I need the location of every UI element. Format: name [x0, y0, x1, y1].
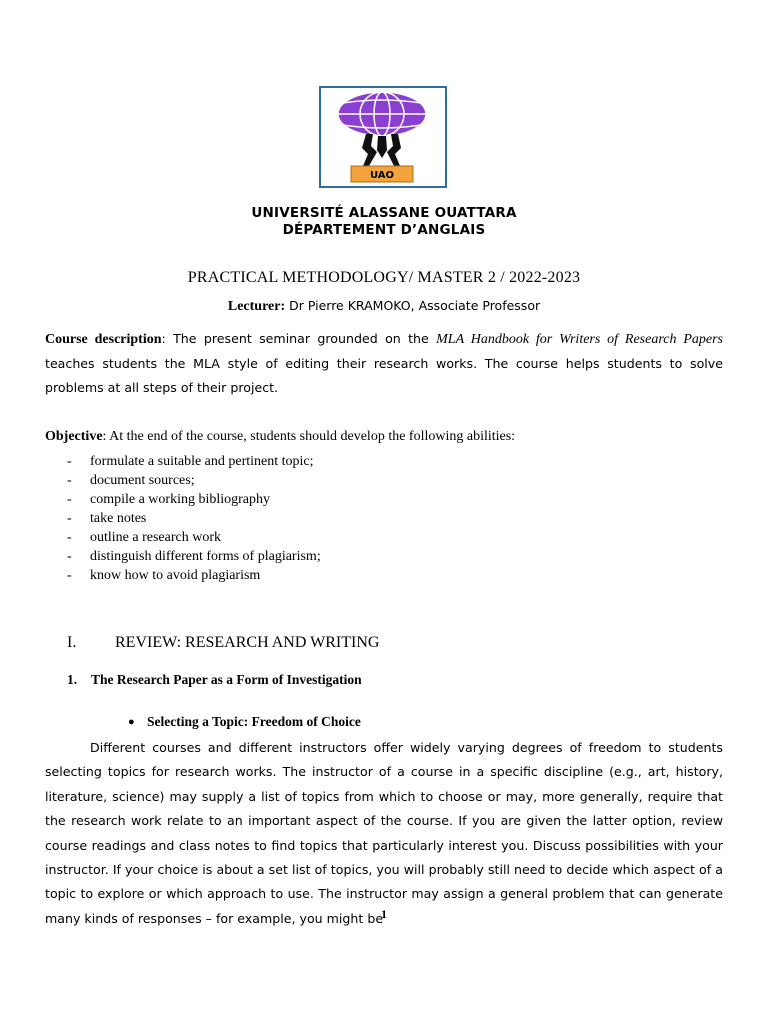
- subsection-heading: [67, 671, 362, 689]
- objective-text: : At the end of the course, students should develop the following abilities:: [102, 429, 516, 444]
- list-item: - take notes: [67, 511, 147, 526]
- lecturer-name: Dr Pierre KRAMOKO,: [285, 298, 415, 313]
- list-item: - document sources;: [67, 473, 195, 488]
- list-item: - outline a research work: [67, 530, 221, 545]
- bullet-icon: ●: [128, 716, 135, 728]
- section-number: I.: [67, 634, 77, 651]
- list-item: - formulate a suitable and pertinent topic;: [67, 454, 314, 469]
- list-item: - distinguish different forms of plagiarism;: [67, 549, 321, 564]
- university-name: UNIVERSITÉ ALASSANE OUATTARA: [251, 205, 517, 221]
- university-header: [0, 205, 768, 239]
- uao-emblem-icon: [321, 88, 445, 186]
- course-description-text-2: teaches students the MLA style of editing their research works. The course helps students to solve problems at all steps of their project.: [45, 356, 723, 395]
- body-paragraph: [45, 736, 723, 931]
- objective-label: Objective: [45, 429, 103, 444]
- list-item: - compile a working bibliography: [67, 492, 271, 507]
- course-description: [45, 327, 723, 400]
- subsection-title: The Research Paper as a Form of Investigation: [91, 672, 362, 687]
- section-heading: [67, 632, 379, 654]
- department-name: DÉPARTEMENT D’ANGLAIS: [282, 222, 486, 238]
- lecturer-line: [0, 297, 768, 316]
- course-description-label: Course description: [45, 332, 162, 347]
- objective-list: [67, 452, 321, 585]
- objective: [45, 424, 723, 449]
- course-title: PRACTICAL METHODOLOGY/ MASTER 2 / 2022-2023: [187, 269, 581, 286]
- course-description-text-1: : The present seminar grounded on the: [161, 331, 437, 346]
- section-title: REVIEW: RESEARCH AND WRITING: [115, 634, 380, 651]
- lecturer-label: Lecturer:: [227, 299, 286, 314]
- mla-handbook-title: MLA Handbook for Writers of Research Papers: [436, 332, 723, 347]
- subsection-number: 1.: [67, 672, 78, 687]
- logo-text: UAO: [369, 170, 395, 181]
- list-item: - know how to avoid plagiarism: [67, 568, 261, 583]
- bullet-title: Selecting a Topic: Freedom of Choice: [147, 714, 361, 729]
- lecturer-title: Associate Professor: [414, 298, 541, 313]
- university-logo: [319, 86, 447, 188]
- page-number: 1: [381, 907, 387, 921]
- body-text: Different courses and different instructors offer widely varying degrees of freedom to students selecting topics for research works. The instructor of a course in a specific discipline (e.g., art, history, literature, science) may supply a list of topics from which to choose or may, more generally, require that the research work relate to an important aspect of the course. If you are given the latter option, review course readings and class notes to find topics that particularly interest you. Discuss possibilities with your instructor. If your choice is about a set list of topics, you will probably still need to decide which aspect of a topic to explore or which approach to use. The instructor may assign a general problem that can generate many kinds of responses – for example, you might be: [45, 740, 723, 926]
- bullet-heading: [128, 713, 361, 732]
